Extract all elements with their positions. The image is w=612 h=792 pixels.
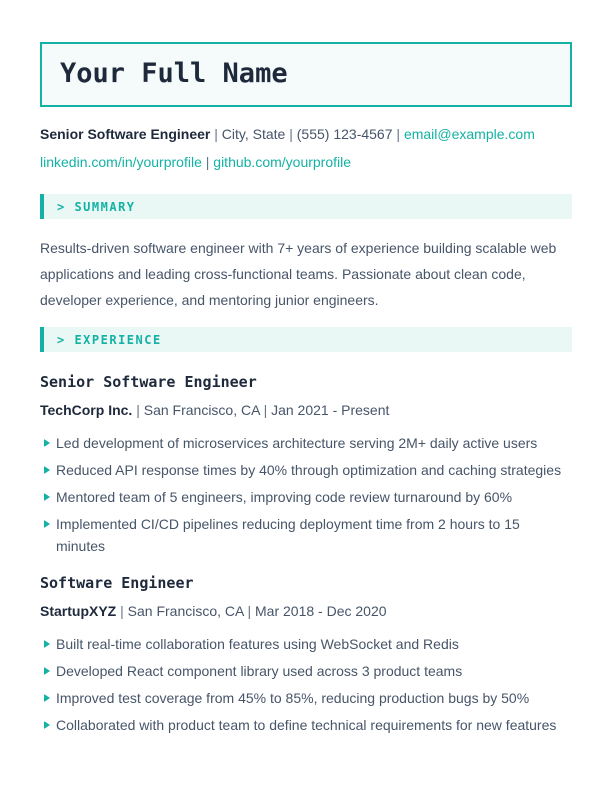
job-location: San Francisco, CA: [127, 603, 244, 619]
job-location: San Francisco, CA: [143, 402, 260, 418]
triangle-bullet-icon: [40, 687, 56, 702]
experience-section-label: > EXPERIENCE: [57, 333, 162, 347]
separator: |: [263, 402, 268, 418]
contact-line-2: [40, 148, 572, 176]
separator: |: [136, 402, 140, 418]
company-name: TechCorp Inc.: [40, 402, 133, 418]
full-name: Your Full Name: [60, 58, 288, 89]
list-item: [40, 714, 572, 736]
bullet-text: Improved test coverage from 45% to 85%, reducing production bugs by 50%: [56, 690, 530, 706]
bullet-text: Collaborated with product team to define technical requirements for new features: [56, 717, 557, 733]
list-item: [40, 633, 572, 655]
bullet-text: Developed React component library used across 3 product teams: [56, 663, 463, 679]
triangle-bullet-icon: [40, 486, 56, 501]
company-name: StartupXYZ: [40, 603, 117, 619]
list-item: [40, 432, 572, 454]
bullet-text: Reduced API response times by 40% through optimization and caching strategies: [56, 462, 562, 478]
list-item: [40, 486, 572, 508]
bullet-text: Mentored team of 5 engineers, improving code review turnaround by 60%: [56, 489, 513, 505]
list-item: [40, 660, 572, 682]
separator: |: [205, 154, 210, 170]
job-title: Senior Software Engineer: [40, 373, 257, 391]
professional-title: Senior Software Engineer: [40, 126, 211, 142]
triangle-bullet-icon: [40, 432, 56, 447]
location: City, State: [221, 126, 286, 142]
name-box: [40, 42, 572, 107]
github-link[interactable]: github.com/yourprofile: [213, 154, 352, 170]
company-line: [40, 602, 572, 621]
separator: |: [396, 126, 401, 142]
triangle-bullet-icon: [40, 513, 56, 528]
bullet-list: [40, 633, 572, 736]
phone: (555) 123-4567: [296, 126, 393, 142]
triangle-bullet-icon: [40, 660, 56, 675]
bullet-list: [40, 432, 572, 557]
email-link[interactable]: email@example.com: [403, 126, 535, 142]
company-line: [40, 401, 572, 420]
triangle-bullet-icon: [40, 459, 56, 474]
job-title: Software Engineer: [40, 574, 194, 592]
job-entry: [40, 573, 572, 736]
list-item: [40, 459, 572, 481]
summary-section-header: [40, 194, 572, 219]
separator: |: [120, 603, 124, 619]
bullet-text: Built real-time collaboration features using WebSocket and Redis: [56, 636, 459, 652]
contact-info: [40, 120, 572, 176]
linkedin-link[interactable]: linkedin.com/in/yourprofile: [40, 154, 202, 170]
contact-line-1: [40, 120, 572, 148]
job-entry: [40, 372, 572, 557]
list-item: [40, 513, 572, 557]
separator: |: [214, 126, 218, 142]
triangle-bullet-icon: [40, 633, 56, 648]
summary-section-label: > SUMMARY: [57, 200, 136, 214]
separator: |: [247, 603, 252, 619]
summary-text: Results-driven software engineer with 7+ years of experience building scalable web applications and leading cross-functional teams. Passionate about clean code, developer experience, and mentoring junior engineers.: [40, 240, 557, 308]
triangle-bullet-icon: [40, 714, 56, 729]
list-item: [40, 687, 572, 709]
job-dates: Jan 2021 - Present: [271, 402, 390, 418]
experience-section-header: [40, 327, 572, 352]
job-dates: Mar 2018 - Dec 2020: [255, 603, 387, 619]
bullet-text: Led development of microservices architecture serving 2M+ daily active users: [56, 435, 538, 451]
separator: |: [289, 126, 293, 142]
bullet-text: Implemented CI/CD pipelines reducing deployment time from 2 hours to 15 minutes: [56, 516, 520, 554]
